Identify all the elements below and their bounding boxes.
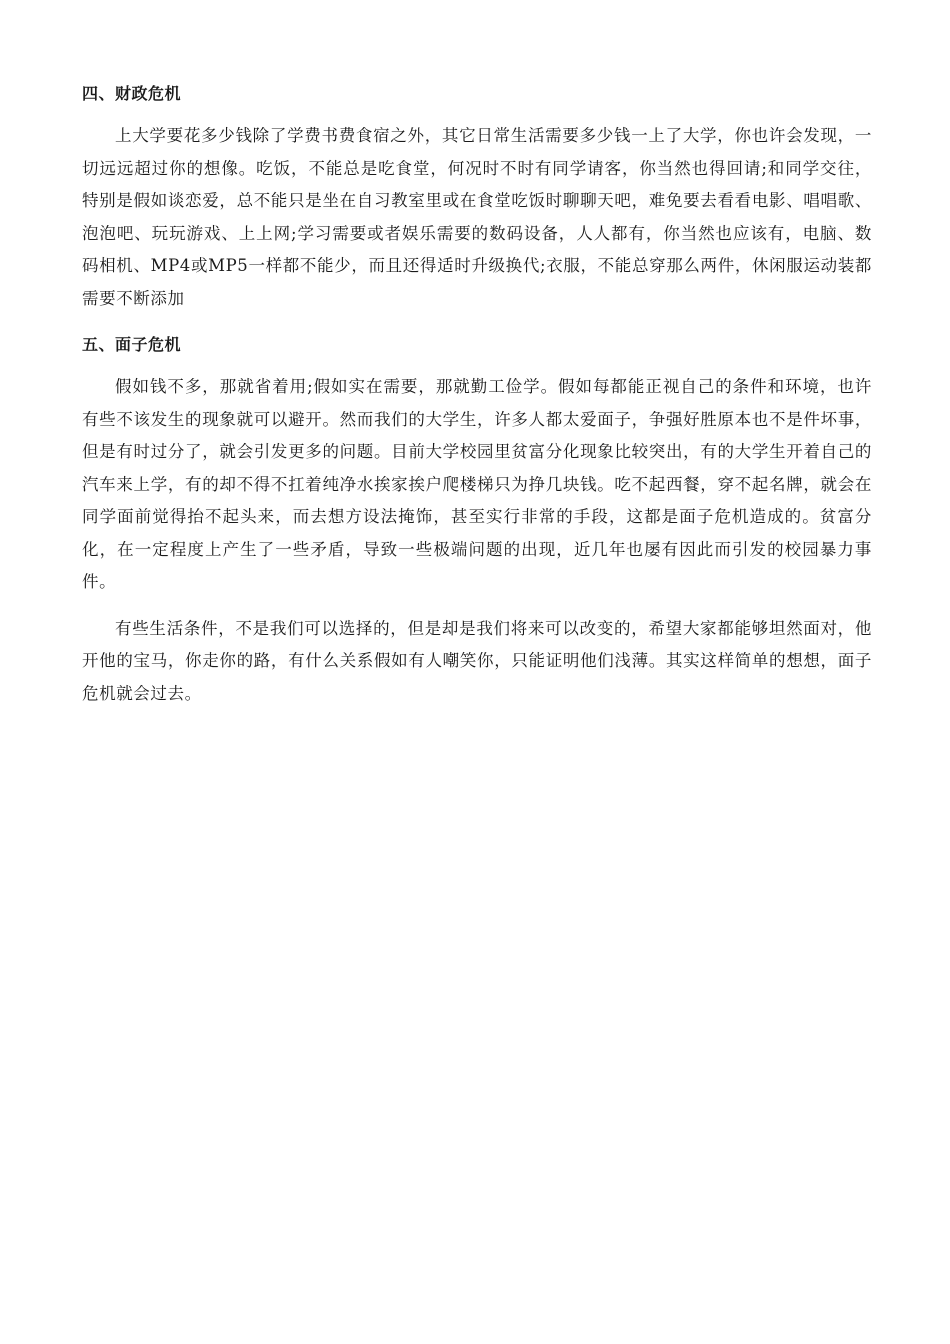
section-financial-crisis bbox=[82, 78, 872, 315]
document-body bbox=[82, 78, 872, 724]
section-heading: 四、财政危机 bbox=[82, 84, 182, 103]
paragraph: 有些生活条件，不是我们可以选择的，但是却是我们将来可以改变的，希望大家都能够坦然面对，他开他的宝马，你走你的路，有什么关系假如有人嘲笑你，只能证明他们浅薄。其实这样简单的想想，面子危机就会过去。 bbox=[82, 618, 872, 703]
section-heading: 五、面子危机 bbox=[82, 335, 182, 354]
paragraph: 假如钱不多，那就省着用;假如实在需要，那就勤工俭学。假如每都能正视自己的条件和环境，也许有些不该发生的现象就可以避开。然而我们的大学生，许多人都太爱面子，争强好胜原本也不是件坏事，但是有时过分了，就会引发更多的问题。目前大学校园里贫富分化现象比较突出，有的大学生开着自己的汽车来上学，有的却不得不扛着纯净水挨家挨户爬楼梯只为挣几块钱。吃不起西餐，穿不起名牌，就会在同学面前觉得抬不起头来，而去想方设法掩饰，甚至实行非常的手段，这都是面子危机造成的。贫富分化，在一定程度上产生了一些矛盾，导致一些极端问题的出现，近几年也屡有因此而引发的校园暴力事件。 bbox=[82, 377, 872, 591]
section-face-crisis bbox=[82, 329, 872, 710]
paragraph: 上大学要花多少钱除了学费书费食宿之外，其它日常生活需要多少钱一上了大学，你也许会发现，一切远远超过你的想像。吃饭，不能总是吃食堂，何况时不时有同学请客，你当然也得回请;和同学交往，特别是假如谈恋爱，总不能只是坐在自习教室里或在食堂吃饭时聊聊天吧，难免要去看看电影、唱唱歌、泡泡吧、玩玩游戏、上上网;学习需要或者娱乐需要的数码设备，人人都有，你当然也应该有，电脑、数码相机、MP4或MP5一样都不能少，而且还得适时升级换代;衣服，不能总穿那么两件，休闲服运动装都需要不断添加 bbox=[82, 126, 872, 308]
